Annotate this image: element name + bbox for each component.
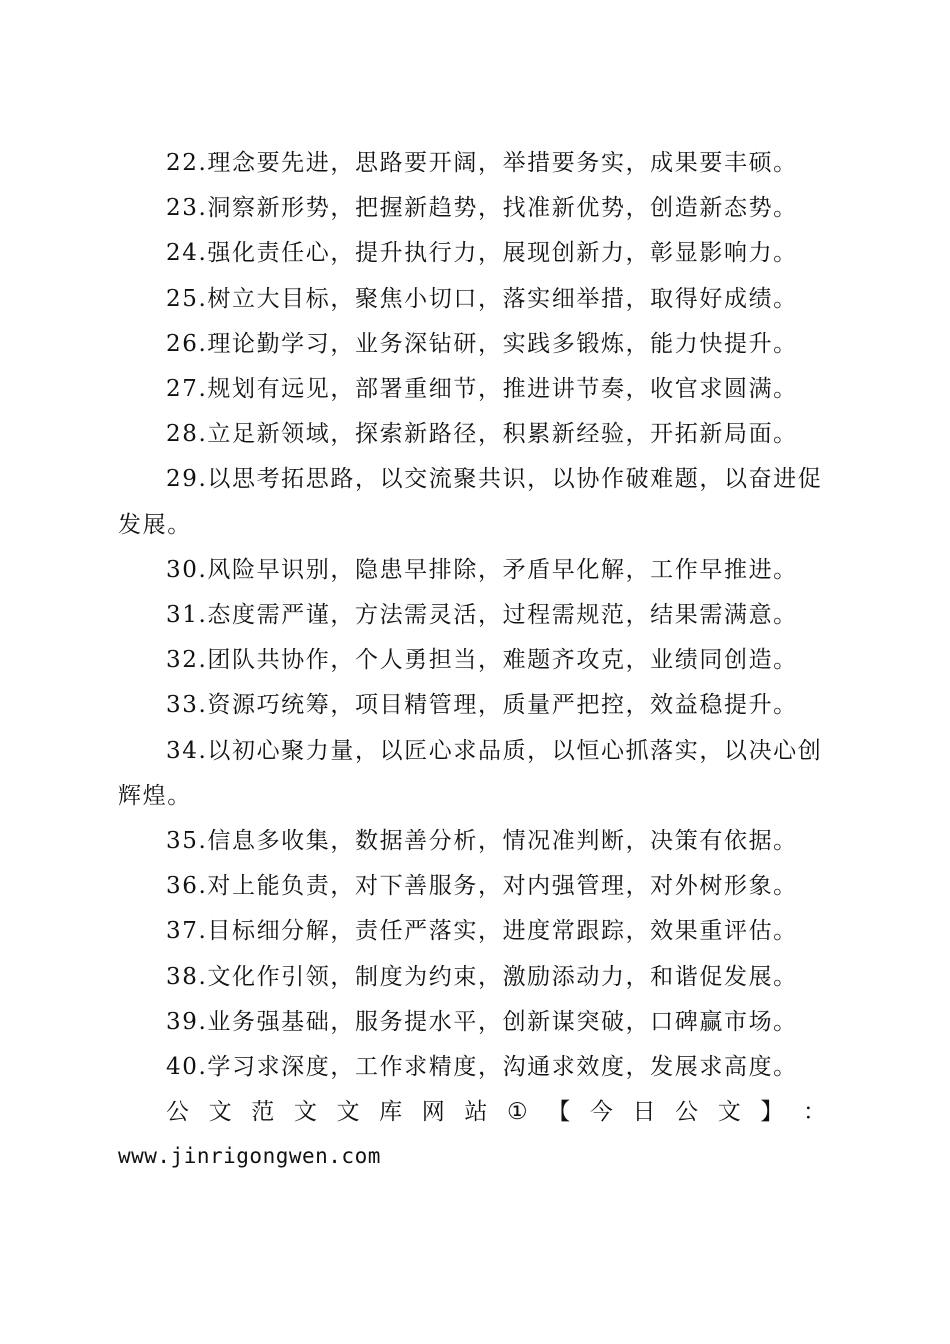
- list-item: 39.业务强基础，服务提水平，创新谋突破，口碑赢市场。: [166, 1008, 798, 1035]
- footer-char: 】: [760, 1099, 784, 1126]
- list-item: 31.态度需严谨，方法需灵活，过程需规范，结果需满意。: [166, 602, 798, 629]
- list-item: 34.以初心聚力量，以匠心求品质，以恒心抓落实，以决心创辉煌。: [118, 737, 823, 809]
- list-item: 22.理念要先进，思路要开阔，举措要务实，成果要丰硕。: [166, 150, 798, 176]
- list-item: 36.对上能负责，对下善服务，对内强管理，对外树形象。: [166, 873, 798, 900]
- footer-char: 【: [547, 1099, 571, 1126]
- list-item: 35.信息多收集，数据善分析，情况准判断，决策有依据。: [166, 828, 798, 855]
- list-item: 27.规划有远见，部署重细节，推进讲节奏，收官求圆满。: [166, 376, 798, 403]
- footer-char: ：: [803, 1099, 826, 1126]
- footer-char: ①: [507, 1099, 528, 1126]
- footer-char: 库: [379, 1099, 403, 1126]
- list-item: 38.文化作引领，制度为约束，激励添动力，和谐促发展。: [166, 963, 798, 990]
- list-item: 28.立足新领域，探索新路径，积累新经验，开拓新局面。: [166, 421, 798, 448]
- list-item: 24.强化责任心，提升执行力，展现创新力，彰显影响力。: [166, 240, 798, 267]
- footer-site-label: [118, 1090, 826, 1135]
- list-item: 29.以思考拓思路，以交流聚共识，以协作破难题，以奋进促发展。: [118, 466, 823, 538]
- footer-char: 日: [632, 1099, 656, 1126]
- footer-char: 文: [336, 1099, 360, 1126]
- footer-char: 公: [675, 1099, 699, 1126]
- list-item: 37.目标细分解，责任严落实，进度常跟踪，效果重评估。: [166, 918, 798, 945]
- list-item: 33.资源巧统筹，项目精管理，质量严把控，效益稳提升。: [166, 692, 798, 719]
- footer-char: 公: [166, 1099, 189, 1126]
- footer-char: 范: [251, 1099, 275, 1126]
- list-item: 25.树立大目标，聚焦小切口，落实细举措，取得好成绩。: [166, 285, 798, 312]
- footer-char: 网: [421, 1099, 445, 1126]
- footer-char: 今: [589, 1099, 613, 1126]
- footer-char: 文: [293, 1099, 317, 1126]
- list-item: 40.学习求深度，工作求精度，沟通求效度，发展求高度。: [166, 1054, 798, 1081]
- document-body: [118, 141, 826, 1177]
- list-item: 32.团队共协作，个人勇担当，难题齐攻克，业绩同创造。: [166, 647, 798, 674]
- list-item: 26.理论勤学习，业务深钻研，实践多锻炼，能力快提升。: [166, 330, 798, 357]
- footer-char: 文: [208, 1099, 232, 1126]
- list-item: 30.风险早识别，隐患早排除，矛盾早化解，工作早推进。: [166, 556, 798, 583]
- list-item: 23.洞察新形势，把握新趋势，找准新优势，创造新态势。: [166, 195, 798, 222]
- footer-char: 站: [464, 1099, 488, 1126]
- footer-char: 文: [717, 1099, 741, 1126]
- footer-url: www.jinrigongwen.com: [118, 1144, 381, 1169]
